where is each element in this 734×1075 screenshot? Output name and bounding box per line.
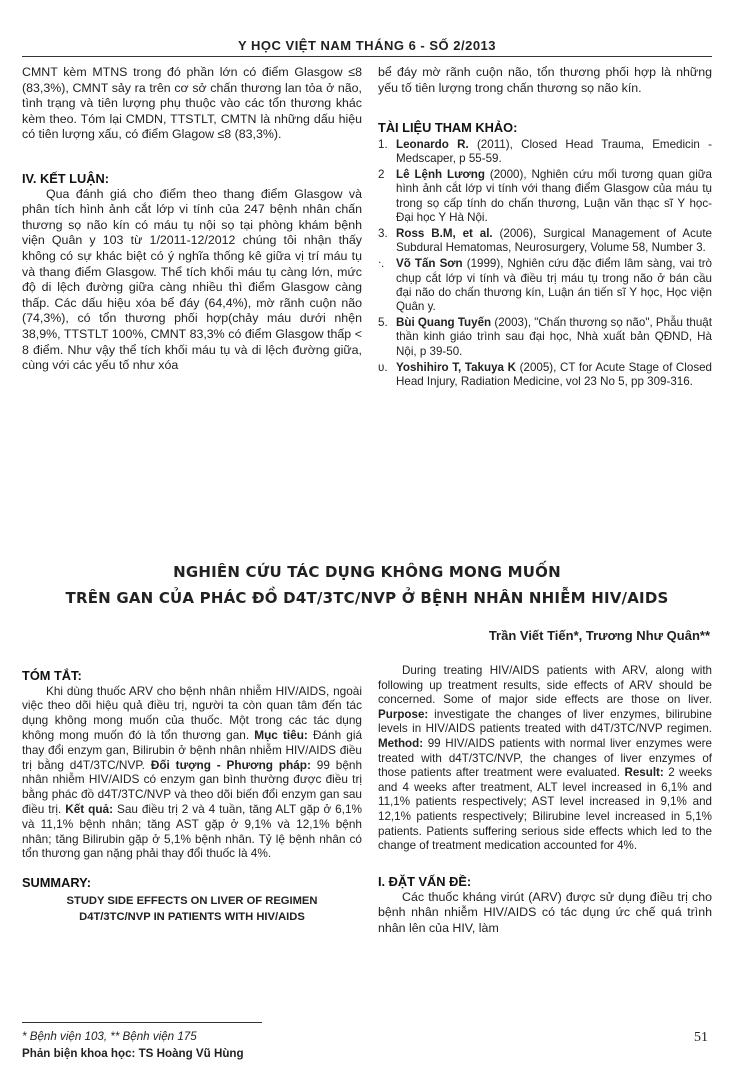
reference-item: 2 Lê Lệnh Lương (2000), Nghiên cứu mối tương quan giữa hình ảnh cắt lớp vi tính với thang điểm Glasgow của máu tụ trong sọ cấp tính do chấn thương, Luận văn thạc sĩ Y học- Đại học Y Hà Nội.: [378, 168, 712, 224]
reference-item: 1. Leonardo R. (2011), Closed Head Trauma, Emedicin -Medscaper, p 55-59.: [378, 137, 713, 165]
summary-title-line-2: D4T/3TC/NVP IN PATIENTS WITH HIV/AIDS: [79, 910, 305, 923]
right-bottom-column: [378, 664, 712, 937]
footnote-rule: [22, 1022, 262, 1023]
reference-item: 5. Bùi Quang Tuyến (2003), "Chấn thương sọ não", Phẫu thuật thần kinh giáo trình sau đại học, Nhà xuất bản QĐND, Hà Nội, p 39-50.: [378, 316, 712, 358]
left-top-column: [22, 65, 362, 374]
reviewer-note: Phản biện khoa học: TS Hoàng Vũ Hùng: [22, 1047, 244, 1060]
reference-item: υ. Yoshihiro T, Takuya K (2005), CT for Acute Stage of Closed Head Injury, Radiation Medicine, vol 23 No 5, pp 309-316.: [378, 360, 713, 389]
intro-heading: I. ĐẶT VẤN ĐỀ:: [378, 873, 472, 889]
summary-heading: SUMMARY:: [22, 875, 91, 891]
running-head: Y HỌC VIỆT NAM THÁNG 6 - SỐ 2/2013: [237, 38, 497, 53]
article-title-line-2: TRÊN GAN CỦA PHÁC ĐỒ D4T/3TC/NVP Ở BỆNH NHÂN NHIỄM HIV/AIDS: [65, 589, 669, 607]
reference-item: ᐧ. Võ Tấn Sơn (1999), Nghiên cứu đặc điểm lâm sàng, vai trò chụp cắt lớp vi tính và điều trị máu tụ trong não ở bán cầu đại não do chấn thương kín, Luận án tiến sĩ Y học, Học viện Quân y.: [378, 257, 712, 314]
paragraph: CMNT kèm MTNS trong đó phần lớn có điểm Glasgow ≤8 (83,3%), CMNT sảy ra trên cơ sở chấn thương lan tỏa ở não, tình trạng và tiên lượng phụ thuộc vào các tổn thương khác kèm theo. Tóm lại CMDN, TTSTLT, CMTN là những dấu hiệu có tiên lượng xấu, có điểm Glagow ≤8 (83,3%).: [22, 65, 362, 142]
abstract-vi-text: Khi dùng thuốc ARV cho bệnh nhân nhiễm HIV/AIDS, ngoài việc theo dõi hiệu quả điều trị, người ta còn quan tâm đến tác dụng không mong muốn của thuốc. Một trong các tác dụng không mong muốn đó là tổn thương gan. Mục tiêu: Đánh giá thay đổi enzym gan, Bilirubin ở bệnh nhân nhiễm HIV/AIDS điều trị bằng d4T/3TC/NVP. Đối tượng - Phương pháp: 99 bệnh nhân nhiễm HIV/AIDS có enzym gan bình thường được điều trị bằng phác đồ d4T/3TC/NVP và theo dõi biến đổi enzym gan sau điều trị. Kết quả: Sau điều trị 2 và 4 tuần, tăng ALT gặp ở 6,1% và 11,1% bệnh nhân; tăng AST gặp ở 9,1% và 12,1% bệnh nhân; tăng Bilirubin gặp ở 5,1% bệnh nhân. Tỷ lệ bệnh nhân có tổn thương gan nặng phải thay đổi thuốc là 4%.: [22, 683, 363, 861]
summary-title-line-1: STUDY SIDE EFFECTS ON LIVER OF REGIMEN: [66, 894, 318, 907]
affiliation-footnote: * Bệnh viện 103, ** Bệnh viện 175: [22, 1030, 197, 1043]
reference-list: [378, 138, 712, 389]
section-heading: TÀI LIỆU THAM KHẢO:: [378, 120, 518, 136]
intro-text: Các thuốc kháng virút (ARV) được sử dụng điều trị cho bệnh nhân nhiễm HIV/AIDS có tác dụng ức chế quá trình nhân lên của HIV, làm: [378, 889, 712, 935]
abstract-en-text: During treating HIV/AIDS patients with ARV, along with following up treatment results, side effects of ARV should be concerned. Some of major side effects are those on liver. Purpose: investigate the changes of liver enzymes, bilirubine levels in HIV/AIDS patients treated with d4T/3TC/NVP regimen. Method: 99 HIV/AIDS patients with normal liver enzymes were treated with d4T/3TC/NVP, the changes of liver enzymes of those patients after treatment were evaluated. Result: 2 weeks and 4 weeks after treatment, ALT level increased in 6,1% and 11,1% patients respectively; AST level increased in 9,1% and 12,1% patients respectively; Bilirubine level increased in 5,1% patients. Patients suffering serious side effects which led to the change of treatment medication accounted for 4%.: [378, 664, 712, 853]
authors: Trần Viết Tiến*, Trương Như Quân**: [488, 628, 710, 643]
left-bottom-column: [22, 668, 362, 925]
reference-item: 3. Ross B.M, et al. (2006), Surgical Management of Acute Subdural Hematomas, Neurosurgery, Volume 58, Number 3.: [378, 227, 713, 255]
article-title-line-1: NGHIÊN CỨU TÁC DỤNG KHÔNG MONG MUỐN: [173, 563, 561, 581]
section-heading: IV. KẾT LUẬN:: [22, 170, 109, 186]
paragraph: bể đáy mờ rãnh cuộn não, tổn thương phối hợp là những yếu tố tiên lượng trong chấn thương sọ não kín.: [378, 65, 712, 95]
abstract-heading: TÓM TẮT:: [22, 668, 82, 683]
paragraph: Qua đánh giá cho điểm theo thang điểm Glasgow và phân tích hình ảnh cắt lớp vi tính của 247 bệnh nhân chấn thương sọ não kín có máu tụ nội sọ tại phòng khám bệnh viện Quân y 103 từ 1/2011-12/2012 chúng tôi nhận thấy không có sự khác biệt có ý nghĩa thống kê giữa vị trí máu tụ và thang điểm Glasgow. Thể tích khối máu tụ càng lớn, mức độ di lệch đường giữa càng nhiều thì điểm Glasgow càng thấp. Các dấu hiệu xóa bể đáy (64,4%), mờ rãnh cuộn não (74,3%), có tổn thương phối hợp(chảy máu dưới nhện 38,9%, TTSTLT 100%, CMNT 83,3% có điểm Glasgow thấp < 8 điểm. Như vậy thể tích khối máu tụ và di lệch đường giữa, cùng với các yếu tố như xóa: [22, 186, 362, 373]
header-rule: [22, 56, 712, 57]
page-number: 51: [694, 1030, 708, 1045]
right-top-column: [378, 65, 712, 391]
